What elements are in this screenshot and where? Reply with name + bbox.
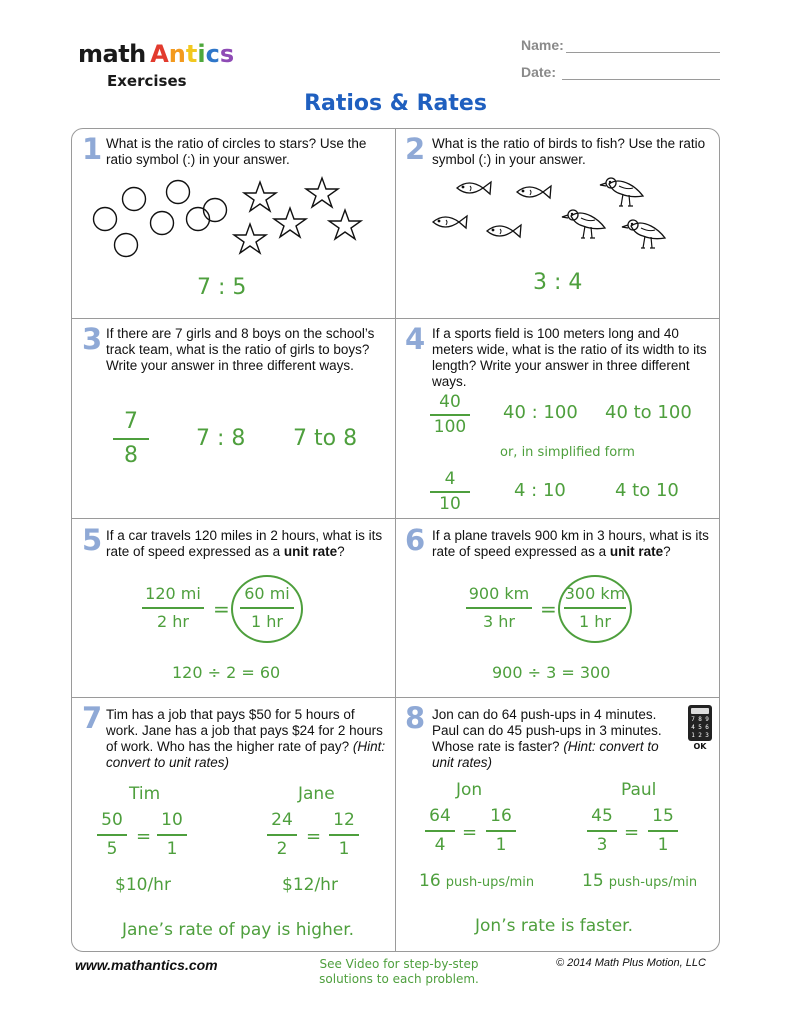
denominator: 10 bbox=[439, 494, 461, 514]
logo-letter: t bbox=[185, 40, 198, 68]
circle-icon bbox=[151, 212, 174, 235]
calculator-key: 5 bbox=[698, 724, 702, 731]
question-1: What is the ratio of circles to stars? Use the ratio symbol (:) in your answer. bbox=[106, 136, 367, 167]
tim-rate: $10/hr bbox=[115, 875, 171, 895]
row-divider-1 bbox=[71, 318, 720, 319]
equals-sign: = bbox=[462, 822, 478, 843]
problem-number-7: 7 bbox=[82, 701, 103, 735]
page-title: Ratios & Rates bbox=[304, 91, 487, 116]
problem-number-8: 8 bbox=[405, 701, 426, 735]
name-paul: Paul bbox=[621, 780, 657, 800]
numerator: 16 bbox=[490, 806, 512, 826]
unit-rate-fraction-6 bbox=[564, 586, 626, 630]
circle-icon bbox=[167, 181, 190, 204]
calculator-key: 9 bbox=[705, 716, 709, 723]
fraction-4 bbox=[430, 394, 470, 436]
bird-icon bbox=[562, 210, 605, 238]
name-label: Name: bbox=[521, 37, 564, 53]
logo-antics bbox=[150, 40, 235, 68]
calculator-key: 3 bbox=[705, 732, 709, 739]
jon-rate: 16 push-ups/min bbox=[419, 871, 535, 891]
name-tim: Tim bbox=[129, 784, 161, 804]
numerator: 40 bbox=[439, 392, 461, 412]
numerator: 4 bbox=[444, 469, 456, 489]
problem-number-5: 5 bbox=[82, 523, 103, 557]
name-field[interactable] bbox=[566, 52, 720, 53]
denominator: 3 bbox=[596, 835, 608, 855]
logo-letter: n bbox=[168, 40, 186, 68]
equals-sign: = bbox=[624, 822, 640, 843]
jane-fraction bbox=[267, 812, 297, 858]
denominator: 4 bbox=[434, 835, 446, 855]
equals-sign: = bbox=[306, 826, 322, 847]
simplified-fraction-4 bbox=[430, 471, 470, 513]
rate-fraction-6 bbox=[466, 586, 532, 630]
calculator-ok-label: OK bbox=[693, 742, 707, 751]
bird-icon bbox=[622, 220, 665, 248]
numerator: 15 bbox=[652, 806, 674, 826]
problem-number-6: 6 bbox=[405, 523, 426, 557]
calculator-key: 2 bbox=[698, 732, 702, 739]
simplified-ratio-4: 4 : 10 bbox=[514, 480, 566, 501]
calculation-6: 900 ÷ 3 = 300 bbox=[492, 663, 611, 682]
question-7: Tim has a job that pays $50 for 5 hours of work. Jane has a job that pays $24 for 2 hours of work. Who has the higher rate of pay? (Hint: convert to unit rates) bbox=[106, 707, 386, 770]
tim-fraction bbox=[97, 812, 127, 858]
column-divider bbox=[395, 128, 396, 952]
denominator: 100 bbox=[433, 417, 467, 437]
ratio-answer-3: 7 : 8 bbox=[196, 426, 246, 451]
question-4: If a sports field is 100 meters long and 40 meters wide, what is the ratio of its width to its length? Write your answer in three different ways. bbox=[432, 326, 707, 389]
tim-unit-fraction bbox=[157, 812, 187, 858]
logo-letter: c bbox=[205, 40, 220, 68]
denominator: 8 bbox=[124, 443, 138, 468]
star-icon bbox=[274, 208, 306, 237]
calculator-icon bbox=[688, 705, 712, 749]
row-divider-2 bbox=[71, 518, 720, 519]
numerator: 7 bbox=[124, 409, 138, 434]
star-icon bbox=[329, 210, 361, 239]
animals-illustration bbox=[425, 168, 670, 258]
logo bbox=[78, 40, 234, 68]
date-field[interactable] bbox=[562, 79, 720, 80]
words-answer-3: 7 to 8 bbox=[293, 426, 358, 451]
question-3: If there are 7 girls and 8 boys on the school’s track team, what is the ratio of girls to boys? Write your answer in three different ways. bbox=[106, 326, 375, 373]
calculator-key: 7 bbox=[691, 716, 695, 723]
denominator: 2 hr bbox=[157, 612, 189, 631]
numerator: 10 bbox=[161, 810, 183, 830]
jane-rate: $12/hr bbox=[282, 875, 338, 895]
conclusion-8: Jon’s rate is faster. bbox=[475, 916, 633, 936]
denominator: 1 bbox=[657, 835, 669, 855]
paul-rate: 15 push-ups/min bbox=[582, 871, 698, 891]
fish-icon bbox=[487, 225, 521, 237]
row-divider-3 bbox=[71, 697, 720, 698]
simplified-words-4: 4 to 10 bbox=[615, 480, 679, 501]
denominator: 5 bbox=[106, 839, 118, 859]
words-answer-4: 40 to 100 bbox=[605, 402, 692, 423]
circle-icon bbox=[204, 199, 227, 222]
star-icon bbox=[234, 224, 266, 253]
numerator: 12 bbox=[333, 810, 355, 830]
numerator: 24 bbox=[271, 810, 293, 830]
simplified-label: or, in simplified form bbox=[500, 445, 635, 460]
star-icon bbox=[306, 178, 338, 207]
website-link[interactable]: www.mathantics.com bbox=[75, 957, 218, 973]
date-label: Date: bbox=[521, 64, 557, 80]
fish-icon bbox=[433, 216, 467, 228]
fish-icon bbox=[517, 186, 551, 198]
star-icon bbox=[244, 182, 276, 211]
jon-unit-fraction bbox=[486, 808, 516, 854]
name-jane: Jane bbox=[298, 784, 335, 804]
numerator: 900 km bbox=[468, 584, 530, 603]
circle-icon bbox=[94, 208, 117, 231]
answer-2: 3 : 4 bbox=[533, 270, 583, 295]
denominator: 1 hr bbox=[251, 612, 283, 631]
rate-fraction-5 bbox=[142, 586, 204, 630]
numerator: 64 bbox=[429, 806, 451, 826]
circle-icon bbox=[115, 234, 138, 257]
denominator: 1 bbox=[495, 835, 507, 855]
problem-number-2: 2 bbox=[405, 132, 426, 166]
calculation-5: 120 ÷ 2 = 60 bbox=[172, 663, 281, 682]
numerator: 300 km bbox=[564, 584, 626, 603]
jane-unit-fraction bbox=[329, 812, 359, 858]
problem-number-1: 1 bbox=[82, 132, 103, 166]
name-jon: Jon bbox=[456, 780, 483, 800]
denominator: 2 bbox=[276, 839, 288, 859]
denominator: 1 bbox=[338, 839, 350, 859]
logo-letter: A bbox=[150, 40, 169, 68]
calculator-key: 1 bbox=[691, 732, 695, 739]
numerator: 45 bbox=[591, 806, 613, 826]
circle-icon bbox=[123, 188, 146, 211]
unit-rate-fraction-5 bbox=[240, 586, 294, 630]
problem-number-4: 4 bbox=[405, 322, 426, 356]
question-8: Jon can do 64 push-ups in 4 minutes. Paul can do 45 push-ups in 3 minutes. Whose rate is faster? (Hint: convert to unit rates) bbox=[432, 707, 662, 770]
question-6: If a plane travels 900 km in 3 hours, what is its rate of speed expressed as a unit rate? bbox=[432, 528, 709, 559]
calculator-key: 8 bbox=[698, 716, 702, 723]
denominator: 1 hr bbox=[579, 612, 611, 631]
logo-letter: s bbox=[219, 40, 235, 68]
video-note: See Video for step-by-step solutions to each problem. bbox=[319, 957, 479, 986]
conclusion-7: Jane’s rate of pay is higher. bbox=[122, 920, 355, 940]
fraction-3 bbox=[113, 411, 149, 467]
paul-fraction bbox=[587, 808, 617, 854]
equals-sign: = bbox=[136, 826, 152, 847]
circle-icon bbox=[187, 208, 210, 231]
logo-letter: i bbox=[197, 40, 206, 68]
denominator: 1 bbox=[166, 839, 178, 859]
calculator-key: 4 bbox=[691, 724, 695, 731]
shapes-illustration bbox=[85, 172, 375, 264]
logo-subtitle: Exercises bbox=[107, 72, 187, 90]
ratio-answer-4: 40 : 100 bbox=[503, 402, 578, 423]
bird-icon bbox=[600, 178, 643, 206]
logo-math: math bbox=[78, 40, 146, 68]
numerator: 120 mi bbox=[145, 584, 201, 603]
jon-fraction bbox=[425, 808, 455, 854]
numerator: 60 mi bbox=[244, 584, 290, 603]
question-2: What is the ratio of birds to fish? Use the ratio symbol (:) in your answer. bbox=[432, 136, 706, 167]
numerator: 50 bbox=[101, 810, 123, 830]
copyright: © 2014 Math Plus Motion, LLC bbox=[556, 957, 706, 969]
fish-icon bbox=[457, 182, 491, 194]
answer-1: 7 : 5 bbox=[197, 275, 247, 300]
problem-number-3: 3 bbox=[82, 322, 103, 356]
paul-unit-fraction bbox=[648, 808, 678, 854]
equals-sign: = bbox=[213, 597, 230, 621]
equals-sign: = bbox=[540, 597, 557, 621]
denominator: 3 hr bbox=[483, 612, 515, 631]
calculator-key: 6 bbox=[705, 724, 709, 731]
question-5: If a car travels 120 miles in 2 hours, what is its rate of speed expressed as a unit rate? bbox=[106, 528, 383, 559]
